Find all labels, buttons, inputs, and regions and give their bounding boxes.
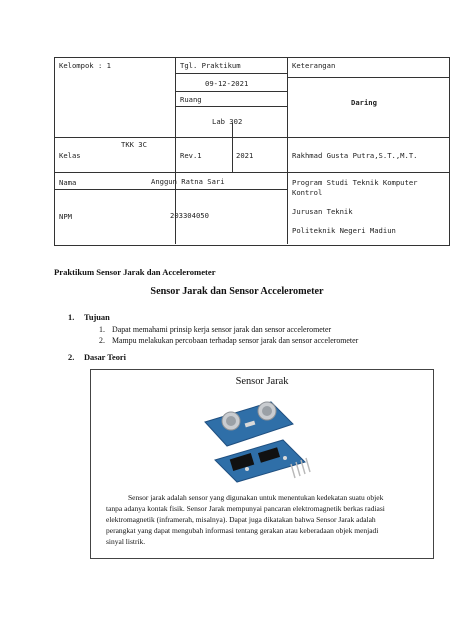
paragraph-line: Sensor jarak adalah sensor yang digunakan untuk menentukan kedekatan suatu objek	[128, 493, 384, 502]
table-divider	[176, 73, 287, 74]
ruang-value: Lab 302	[212, 117, 243, 126]
tgl-praktikum-label: Tgl. Praktikum	[180, 61, 241, 70]
kelas-label: Kelas	[59, 151, 81, 160]
keterangan-value: Daring	[351, 98, 377, 107]
document-title: Sensor Jarak dan Sensor Accelerometer	[150, 286, 324, 297]
section-number: 2.	[68, 353, 75, 362]
table-divider	[55, 172, 449, 173]
npm-value: 203304050	[170, 211, 209, 220]
politeknik-text: Politeknik Negeri Madiun	[292, 226, 396, 235]
paragraph-line: elektromagnetik (inframerah, misalnya). Dapat juga dikatakan bahwa Sensor Jarak adalah	[106, 515, 376, 524]
year-value: 2021	[236, 151, 254, 160]
institusi-line-1: Program Studi Teknik Komputer	[292, 178, 418, 187]
practicum-heading: Praktikum Sensor Jarak dan Accelerometer	[54, 267, 216, 277]
list-item-number: 2.	[99, 336, 105, 345]
list-item: Dapat memahami prinsip kerja sensor jarak dan sensor accelerometer	[112, 325, 332, 334]
kelas-value: TKK 3C	[121, 140, 147, 149]
theory-box	[90, 369, 434, 559]
info-table	[54, 57, 450, 246]
table-divider	[55, 137, 449, 138]
ruang-label: Ruang	[180, 95, 202, 104]
table-divider	[176, 106, 287, 107]
nama-label: Nama	[59, 178, 77, 187]
npm-label: NPM	[59, 212, 72, 221]
table-divider	[232, 123, 233, 172]
dosen-name: Rakhmad Gusta Putra,S.T.,M.T.	[292, 151, 418, 160]
section-tujuan-heading: Tujuan	[84, 313, 110, 322]
list-item-number: 1.	[99, 325, 105, 334]
table-divider	[176, 91, 287, 92]
table-divider	[287, 58, 288, 244]
table-divider	[55, 189, 287, 190]
paragraph-line: perangkat yang dapat mengubah informasi tentang gerakan atau keberadaan objek menjadi	[106, 526, 379, 535]
paragraph-line: tanpa adanya kontak fisik. Sensor Jarak mempunyai pancaran elektromagnetik berkas radiasi	[106, 504, 385, 513]
box-title: Sensor Jarak	[235, 376, 289, 387]
keterangan-label: Keterangan	[292, 61, 336, 70]
paragraph-line: sinyal listrik.	[106, 537, 146, 546]
section-number: 1.	[68, 313, 75, 322]
jurusan-text: Jurusan Teknik	[292, 207, 353, 216]
list-item: Mampu melakukan percobaan terhadap sensor jarak dan sensor accelerometer	[112, 336, 359, 345]
institusi-line-2: Kontrol	[292, 188, 323, 197]
nama-value: Anggun Ratna Sari	[151, 177, 225, 186]
section-dasar-teori-heading: Dasar Teori	[84, 353, 126, 362]
sensor-image	[201, 398, 319, 492]
sensor-module-back	[205, 402, 293, 446]
rev-label: Rev.1	[180, 151, 202, 160]
table-divider	[288, 77, 449, 78]
tgl-praktikum-value: 09-12-2021	[205, 79, 249, 88]
kelompok-text: Kelompok : 1	[59, 61, 111, 70]
sensor-module-front	[215, 440, 310, 482]
